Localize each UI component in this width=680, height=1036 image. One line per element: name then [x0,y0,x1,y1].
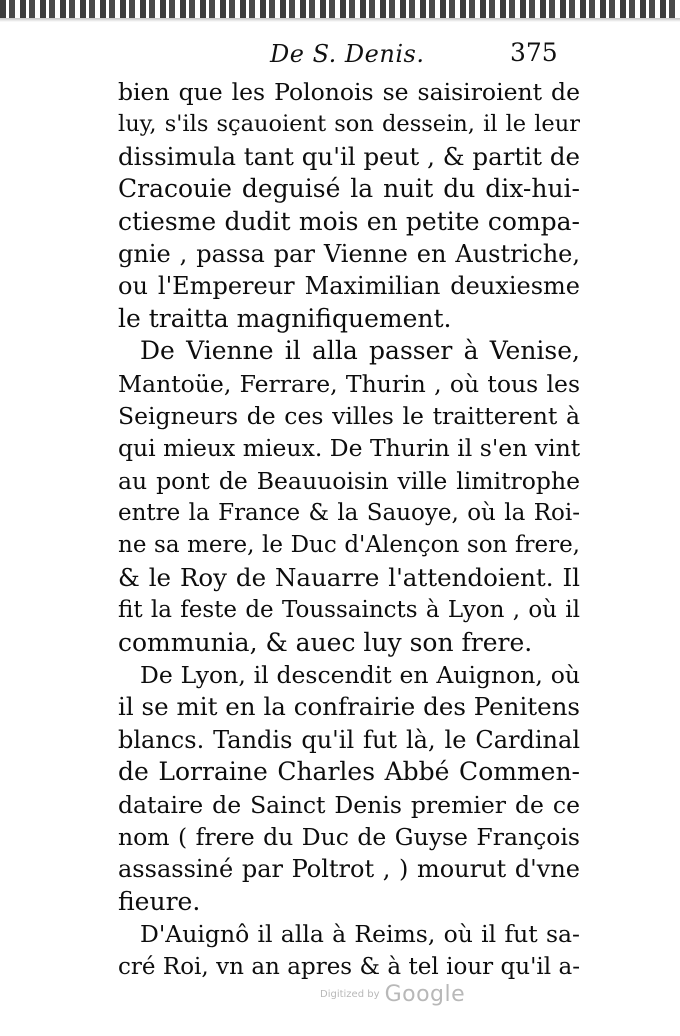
watermark-prefix: Digitized by [320,989,380,1000]
text-line: le traitta magnifiquement. [118,303,452,333]
text-line: gnie , passa par Vienne en Austriche, [118,239,580,268]
text-line: Seigneurs de ces villes le traitterent à [118,401,580,430]
text-line: entre la France & la Sauoye, où la Roi- [118,500,580,527]
text-line: Cracouie deguisé la nuit du dix-hui- [118,174,580,204]
text-line: communia, & auec luy son frere. [118,627,533,657]
text-line: ctiesme dudit mois en petite compa- [118,206,580,236]
text-line: bien que les Polonois se saisiroient de [118,78,580,106]
paragraph-start-line: De Vienne il alla passer à Venise, [140,336,580,366]
text-line: fit la feste de Toussaincts à Lyon , où il [118,597,580,624]
text-line: cré Roi, vn an apres & à tel iour qu'il a- [118,953,580,980]
text-line: ne sa mere, le Duc d'Alençon son frere, [118,532,580,559]
text-line: fieure. [118,886,201,916]
text-line: Mantoüe, Ferrare, Thurin , où tous les [118,369,580,398]
text-line: de Lorraine Charles Abbé Commen- [118,757,580,787]
text-line: assassiné par Poltrot , ) mourut d'vne [118,855,580,884]
text-line: & le Roy de Nauarre l'attendoient. Il [118,562,580,592]
text-line: luy, s'ils sçauoient son dessein, il le leur [118,111,580,138]
text-line: blancs. Tandis qu'il fut là, le Cardinal [118,725,580,754]
text-line: dataire de Sainct Denis premier de ce [118,790,580,819]
text-line: dissimula tant qu'il peut , & partit de [118,141,580,171]
text-line: nom ( frere du Duc de Guyse François [118,822,580,851]
watermark-brand: Google [384,982,466,1007]
text-line: ou l'Empereur Maximilian deuxiesme [118,272,580,301]
running-head: De S. Denis. [270,40,425,68]
page-number: 375 [510,38,558,67]
scan-edge-border [0,0,680,18]
digitized-watermark [320,982,465,1007]
body-text [118,76,580,983]
text-line: il se mit en la confrairie des Penitens [118,692,580,722]
text-line: qui mieux mieux. De Thurin il s'en vint [118,434,580,463]
text-line: au pont de Beauuoisin ville limitrophe [118,466,580,495]
paragraph-start-line: De Lyon, il descendit en Auignon, où [140,661,580,690]
paragraph-start-line: D'Auignô il alla à Reims, où il fut sa- [140,920,580,949]
